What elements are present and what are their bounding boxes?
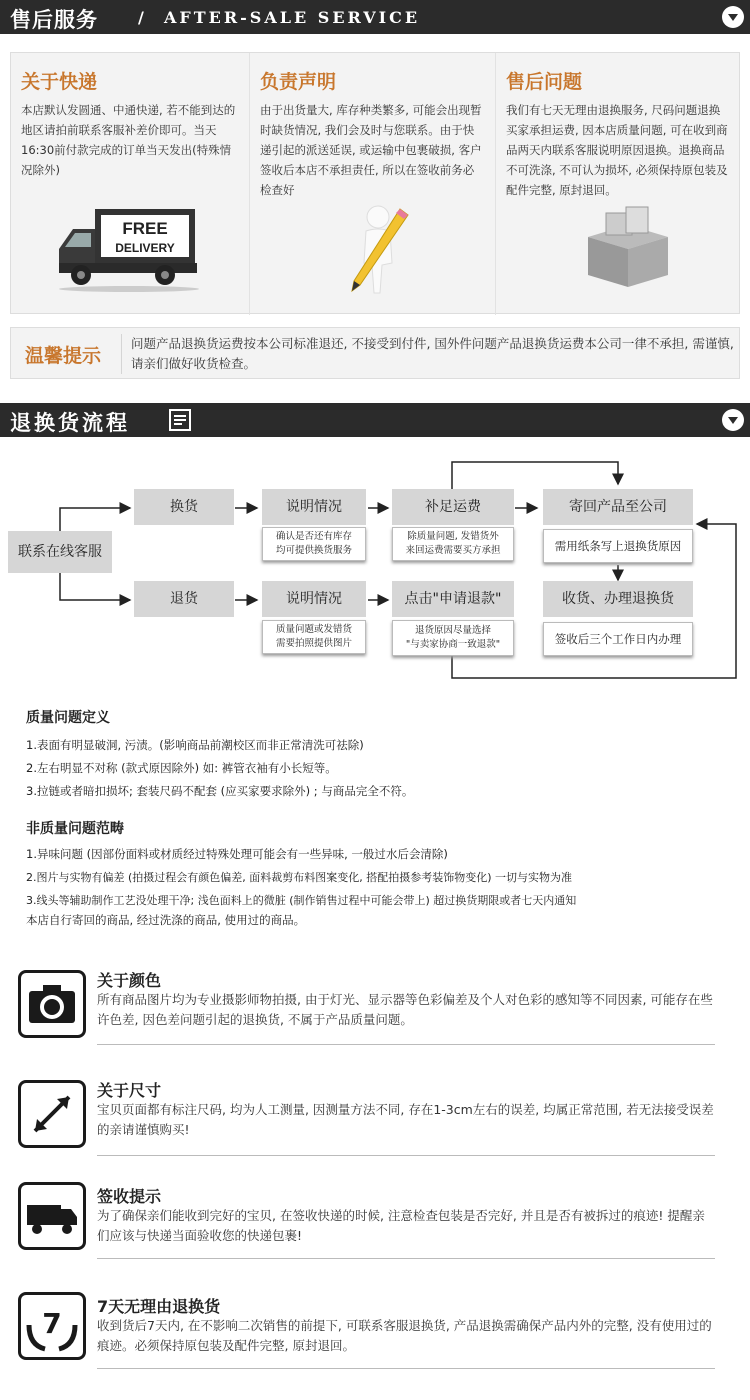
flow-contact-service: 联系在线客服 [8,531,112,573]
express-text: 本店默认发圆通、中通快递, 若不能到达的地区请拍前联系客服补差价即可。当天16:30前付款完成的订单当天发出(特殊情况除外) [21,103,236,177]
note-freight: 除质量问题, 发错货外 来回运费需要买方承担 [392,527,514,561]
responsibility-text: 由于出货量大, 库存种类繁多, 可能会出现暂时缺货情况, 我们会及时与您联系。由于快递引起的派送延误, 或运输中包裹破损, 客户签收后本店不承担责任, 所以在签收前务必检查好 [260,103,482,197]
flow-return: 退货 [134,581,234,617]
feature-size-title: 关于尺寸 [97,1081,162,1100]
return-flow-banner [0,403,750,437]
flow-send-back: 寄回产品至公司 [543,489,693,525]
nonquality-title: 非质量问题范畴 [26,821,124,837]
aftersale-column [495,53,739,315]
nonquality-item: 3.线头等辅助制作工艺没处理干净; 浅色面料上的微脏 (制作销售过程中可能会带上) 超过换货期限或者七天内通知 [26,894,577,907]
quality-item: 1.表面有明显破洞, 污渍。(影响商品前潮校区而非正常清洗可祛除) [26,738,364,752]
divider [97,1044,715,1045]
return-flow-title: 退换货流程 [10,411,130,435]
svg-text:7: 7 [42,1307,62,1340]
quality-item: 3.拉链或者暗扣损坏; 套装尺码不配套 (应买家要求除外) ; 与商品完全不符。 [26,784,414,798]
after-sale-banner [0,0,750,34]
feature-7day-title: 7天无理由退换货 [97,1297,221,1316]
service-info-panel [10,52,740,314]
aftersale-text: 我们有七天无理由退换服务, 尺码问题退换买家承担运费, 因本店质量问题, 可在收到商品两天内联系客服说明原因退换。退换商品不可洗涤, 不可认为损坏, 必须保持原包装及配件完整, 原封退回。 [506,103,728,197]
divider [97,1258,715,1259]
divider [97,1155,715,1156]
feature-color-title: 关于颜色 [97,971,162,990]
express-column [11,53,249,315]
responsibility-title: 负责声明 [260,71,337,93]
pencil-man-icon [330,203,420,303]
nonquality-item: 本店自行寄回的商品, 经过洗涤的商品, 使用过的商品。 [26,913,306,927]
note-explain-exchange: 确认是否还有库存 均可提供换货服务 [262,527,366,561]
chevron-down-icon[interactable] [722,409,744,431]
camera-icon [18,970,86,1038]
feature-7day-text: 收到货后7天内, 在不影响二次销售的前提下, 可联系客服退换货, 产品退换需确保产品内外的完整, 没有使用过的痕迹。必须保持原包装及配件完整, 原封退回。 [97,1318,712,1353]
nonquality-item: 2.图片与实物有偏差 (拍摄过程会有颜色偏差, 面料裁剪布料图案变化, 搭配拍摄参考装饰物变化) 一切与实物为准 [26,871,573,884]
tip-divider [121,334,122,374]
flow-apply-refund: 点击"申请退款" [392,581,514,617]
flow-receive: 收货、办理退换货 [543,581,693,617]
responsibility-column [249,53,495,315]
note-apply-refund: 退货原因尽量选择 "与卖家协商一致退款" [392,620,514,656]
flow-freight: 补足运费 [392,489,514,525]
truck-text-free: FREE [122,219,168,238]
banner-title: 售后服务 [10,8,98,32]
note-receive: 签收后三个工作日内办理 [543,622,693,656]
feature-sign-text: 为了确保亲们能收到完好的宝贝, 在签收快递的时候, 注意检查包装是否完好, 并且是否有被拆过的痕迹! 提醒亲们应该与快递当面验收您的快递包裹! [97,1208,705,1243]
quality-item: 2.左右明显不对称 (款式原因除外) 如: 裤管衣袖有小长短等。 [26,761,337,775]
delivery-truck-icon [53,203,203,293]
truck-text-delivery: DELIVERY [115,241,175,255]
truck-icon [18,1182,86,1250]
seven-days-icon [18,1292,86,1360]
warm-tip [10,327,740,379]
feature-color-text: 所有商品图片均为专业摄影师物拍摄, 由于灯光、显示器等色彩偏差及个人对色彩的感知等不同因素, 可能存在些许色差, 因色差问题引起的退换货, 不属于产品质量问题。 [97,992,713,1027]
nonquality-item: 1.异味问题 (因部份面料或材质经过特殊处理可能会有一些异味, 一般过水后会清除) [26,847,448,861]
note-send-back: 需用纸条写上退换货原因 [543,529,693,563]
aftersale-title: 售后问题 [506,71,583,93]
quality-title: 质量问题定义 [26,710,110,726]
feature-sign-title: 签收提示 [97,1187,162,1206]
ruler-arrow-icon [18,1080,86,1148]
package-box-icon [578,203,678,293]
document-icon [168,408,192,432]
feature-size-text: 宝贝页面都有标注尺码, 均为人工测量, 因测量方法不同, 存在1-3cm左右的误差, 均属正常范围, 若无法接受误差的亲请谨慎购买! [97,1102,714,1137]
chevron-down-icon[interactable] [722,6,744,28]
warm-tip-text: 问题产品退换货运费按本公司标准退还, 不接受到付件, 国外件问题产品退换货运费本公司一律不承担, 需谨慎, 请亲们做好收货检查。 [131,336,734,371]
flow-exchange: 换货 [134,489,234,525]
flow-explain-exchange: 说明情况 [262,489,366,525]
note-explain-return: 质量问题或发错货 需要拍照提供图片 [262,620,366,654]
warm-tip-label: 温馨提示 [25,345,102,367]
flow-explain-return: 说明情况 [262,581,366,617]
banner-subtitle: / AFTER-SALE SERVICE [138,8,421,27]
express-title: 关于快递 [21,71,98,93]
divider [97,1368,715,1369]
